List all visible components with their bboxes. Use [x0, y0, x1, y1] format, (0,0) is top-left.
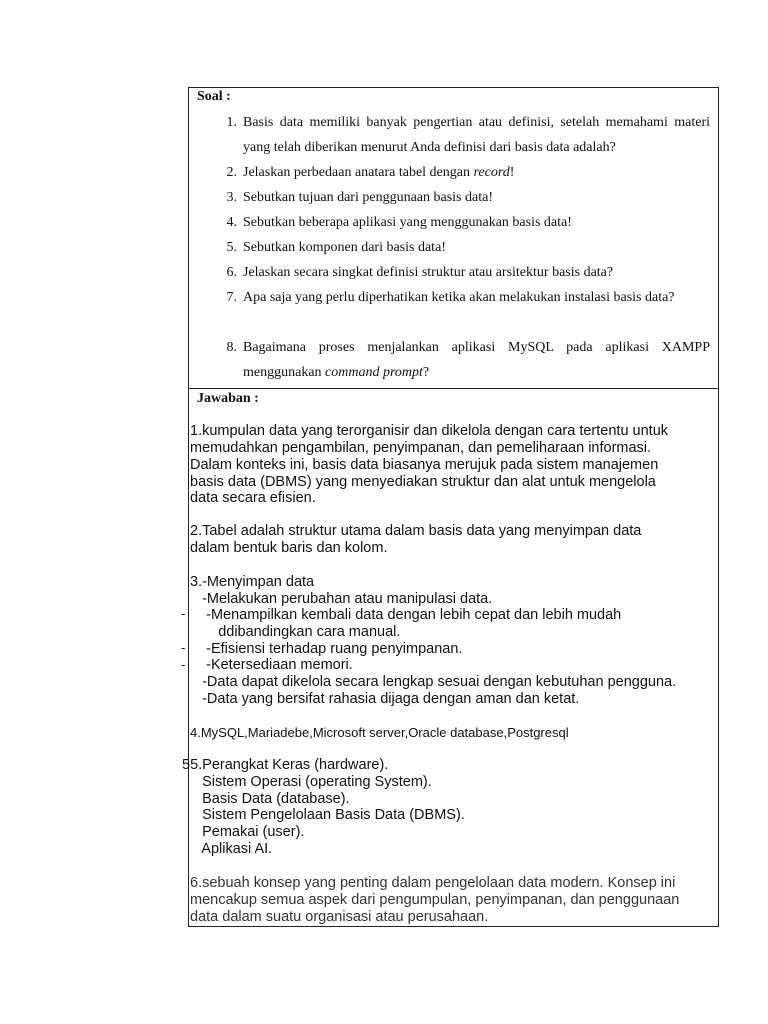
answer-6-line: data dalam suatu organisasi atau perusahaan.	[190, 909, 489, 925]
left-rule-fragment	[188, 622, 189, 639]
question-text: Basis data memiliki banyak pengertian atau definisi, setelah memahami materi yang telah diberikan menurut Anda definisi dari basis data adalah?	[243, 115, 710, 155]
question-text: Apa saja yang perlu diperhatikan ketika akan melakukan instalasi basis data?	[243, 290, 675, 305]
question-number: 6.	[226, 265, 237, 280]
question-text: Sebutkan beberapa aplikasi yang menggunakan basis data!	[243, 215, 572, 230]
answer-5-line: Aplikasi AI.	[190, 841, 273, 857]
questions-box	[188, 87, 719, 389]
answer-4-line: 4.MySQL,Mariadebe,Microsoft server,Oracle database,Postgresql	[190, 725, 569, 740]
question-item	[219, 185, 710, 210]
question-text: Bagaimana proses menjalankan aplikasi MySQL pada aplikasi XAMPP menggunakan command prompt?	[243, 340, 710, 380]
question-number: 1.	[226, 115, 237, 130]
question-number: 2.	[226, 165, 237, 180]
answer-1-line: 1.kumpulan data yang terorganisir dan dikelola dengan cara tertentu untuk	[190, 423, 669, 439]
list-marker: -	[181, 606, 186, 621]
question-item	[219, 210, 710, 235]
answer-1-line: basis data (DBMS) yang menyediakan struktur dan alat untuk mengelola	[190, 474, 656, 490]
answer-3-line: -Data dapat dikelola secara lengkap sesuai dengan kebutuhan pengguna.	[190, 674, 677, 690]
answer-3-line: -Efisiensi terhadap ruang penyimpanan.	[190, 641, 463, 657]
left-rule-fragment	[188, 774, 189, 874]
question-item	[219, 260, 710, 285]
question-item	[219, 285, 710, 310]
answer-1-line: memudahkan pengambilan, penyimpanan, dan pemeliharaan informasi.	[190, 440, 652, 456]
left-rule-fragment	[188, 674, 189, 724]
answer-3-line: -Menampilkan kembali data dengan lebih cepat dan lebih mudah	[190, 607, 622, 623]
question-text: Sebutkan tujuan dari penggunaan basis data!	[243, 190, 493, 205]
answer-3-line: -Data yang bersifat rahasia dijaga dengan aman dan ketat.	[190, 691, 580, 707]
answer-5-line: Basis Data (database).	[190, 791, 350, 807]
question-number: 5.	[226, 240, 237, 255]
answer-3-line: -Ketersediaan memori.	[190, 657, 353, 673]
answer-5-line: Sistem Pengelolaan Basis Data (DBMS).	[190, 807, 465, 823]
questions-title: Soal :	[197, 89, 231, 104]
list-marker: -	[181, 640, 186, 655]
answer-3-line: ddibandingkan cara manual.	[190, 624, 401, 640]
question-item	[219, 110, 710, 160]
answer-5-line: 55.Perangkat Keras (hardware).	[182, 757, 389, 773]
answer-5-line: Pemakai (user).	[190, 824, 305, 840]
answer-5-line: Sistem Operasi (operating System).	[190, 774, 432, 790]
list-marker: -	[181, 657, 186, 672]
question-number: 8.	[226, 340, 237, 355]
question-number: 3.	[226, 190, 237, 205]
question-item	[219, 235, 710, 260]
answer-1-line: Dalam konteks ini, basis data biasanya merujuk pada sistem manajemen	[190, 457, 659, 473]
answer-2-line: 2.Tabel adalah struktur utama dalam basis data yang menyimpan data	[190, 523, 642, 539]
answer-6-line: mencakup semua aspek dari pengumpulan, penyimpanan, dan penggunaan	[190, 892, 680, 908]
answer-3-line: -Melakukan perubahan atau manipulasi data.	[190, 591, 493, 607]
question-item	[219, 160, 710, 185]
answers-box	[182, 389, 719, 927]
answer-2-line: dalam bentuk baris dan kolom.	[190, 540, 388, 556]
question-number: 4.	[226, 215, 237, 230]
question-text: Jelaskan perbedaan anatara tabel dengan record!	[243, 165, 515, 180]
answer-1-line: data secara efisien.	[190, 490, 316, 506]
question-item	[219, 335, 710, 385]
question-number: 7.	[226, 290, 237, 305]
question-text: Jelaskan secara singkat definisi struktur atau arsitektur basis data?	[243, 265, 614, 280]
answer-6-line: 6.sebuah konsep yang penting dalam pengelolaan data modern. Konsep ini	[190, 875, 676, 891]
answer-3-line: 3.-Menyimpan data	[190, 574, 315, 590]
question-text: Sebutkan komponen dari basis data!	[243, 240, 446, 255]
answers-title: Jawaban :	[197, 391, 259, 406]
